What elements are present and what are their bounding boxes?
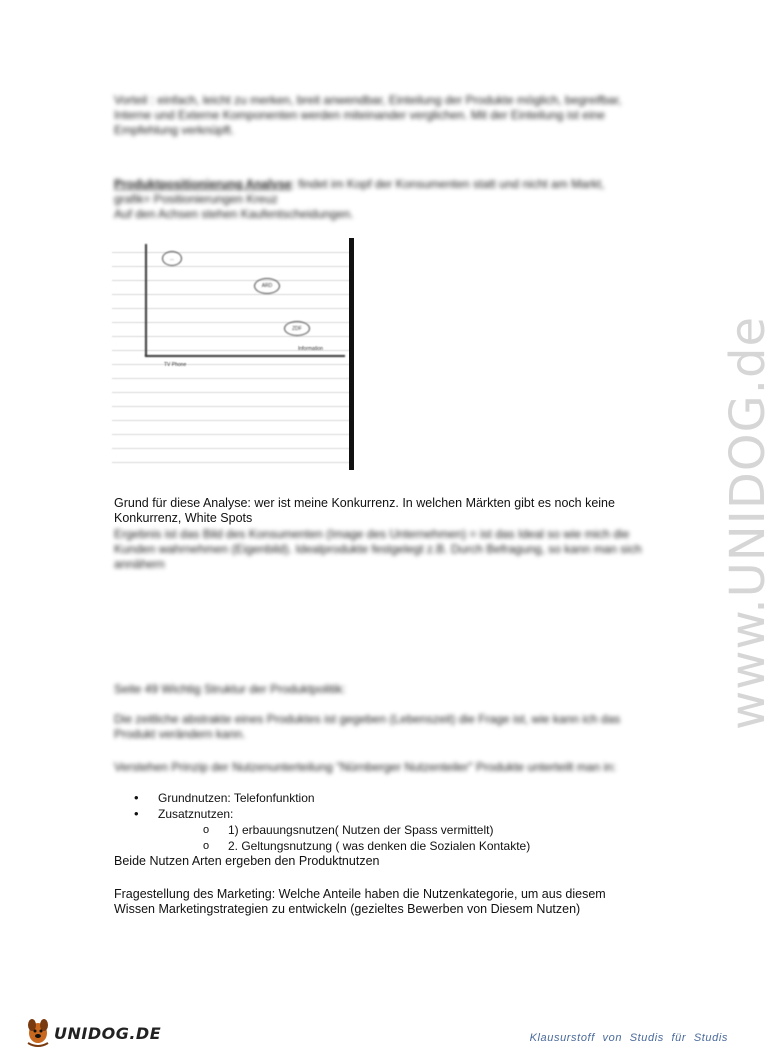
ruled-line <box>112 364 352 365</box>
ruled-line <box>112 322 352 323</box>
benefits-list <box>114 790 530 854</box>
ruled-line <box>112 280 352 281</box>
summary-text: Beide Nutzen Arten ergeben den Produktnutzen <box>114 854 380 868</box>
list-item <box>114 790 530 806</box>
sub-list-item <box>158 838 530 854</box>
watermark-text: www.UNIDOG.de <box>720 315 776 730</box>
x-axis-label: Information <box>298 346 324 352</box>
blurred-paragraph-structure: Seite 49 Wichtig Struktur der Produktpolitik: <box>114 682 346 696</box>
analysis-reason-text: Grund für diese Analyse: wer ist meine Konkurrenz. In welchen Märkten gibt es noch keine Konkurrenz, White Spots <box>114 496 615 525</box>
sub-item-text: 1) erbauungsnutzen( Nutzen der Spass vermittelt) <box>228 823 494 837</box>
blurred-paragraph-positioning <box>114 177 644 222</box>
ruled-line <box>112 420 352 421</box>
ruled-line <box>112 308 352 309</box>
y-axis-line <box>145 244 147 356</box>
blurred-paragraph-advantages: Vorteil : einfach, leicht zu merken, breit anwendbar, Einteilung der Produkte möglich, begreifbar, Interne und Externe Komponenten werden miteinander verglichen. Mit der Einteilung ist eine Empfehlung verknüpft. <box>114 93 622 137</box>
ruled-line <box>112 406 352 407</box>
ruled-line <box>112 294 352 295</box>
positioning-text: : findet im Kopf der Konsumenten statt und nicht am Markt, grafik= Positionierungen Kreuz <box>114 177 605 206</box>
ellipse-marker-ard: ARD <box>254 278 280 294</box>
y-axis-label: TV Phone <box>164 362 187 368</box>
ruled-line <box>112 252 352 253</box>
ruled-line <box>112 434 352 435</box>
bullet-text: Zusatznutzen: <box>158 807 234 821</box>
watermark <box>650 280 776 750</box>
vertical-black-bar <box>349 238 354 470</box>
ruled-line <box>112 266 352 267</box>
ellipse-marker-zdf: ZDF <box>284 321 310 336</box>
unidog-logo <box>24 1015 162 1049</box>
positioning-axes-text: Auf den Achsen stehen Kaufentscheidungen. <box>114 207 354 221</box>
list-item <box>114 806 530 854</box>
ruled-line <box>112 392 352 393</box>
x-axis-line <box>145 355 345 357</box>
blurred-paragraph-principle: Verstehen Prinzip der Nutzenunterteilung "Nürnberger Nutzenteiler" Produkte unterteilt man in: <box>114 760 617 774</box>
footer-tagline: Klausurstoff von Studis für Studis <box>529 1032 728 1044</box>
ruled-line <box>112 378 352 379</box>
blurred-paragraph-lifecycle: Die zeitliche abstrakte eines Produktes ist gegeben (Lebenszeit) die Frage ist, wie kann ich das Produkt verändern kann. <box>114 712 621 741</box>
logo-text: UNIDOG.DE <box>54 1024 162 1043</box>
ruled-line <box>112 462 352 463</box>
ruled-line <box>112 336 352 337</box>
ruled-line <box>112 448 352 449</box>
sub-list <box>158 822 530 854</box>
ellipse-marker-1: ... <box>162 251 182 266</box>
blurred-paragraph-result: Ergebnis ist das Bild des Konsumenten (Image des Unternehmen) = ist das Ideal so wie mich die Kunden wahrnehmen (Eigenbild). Idealprodukte festgelegt z.B. Durch Befragung, so kann man sich annähern <box>114 527 642 571</box>
marketing-question-text: Fragestellung des Marketing: Welche Anteile haben die Nutzenkategorie, um aus diesem Wissen Marketingstrategien zu entwickeln (gezieltes Bewerben von Diesem Nutzen) <box>114 887 606 916</box>
positioning-chart <box>112 238 362 473</box>
sub-list-item <box>158 822 530 838</box>
bullet-text: Grundnutzen: Telefonfunktion <box>158 791 315 805</box>
sub-item-text: 2. Geltungsnutzung ( was denken die Sozialen Kontakte) <box>228 839 531 853</box>
positioning-heading: Produktpositionierung Analyse <box>114 177 292 191</box>
